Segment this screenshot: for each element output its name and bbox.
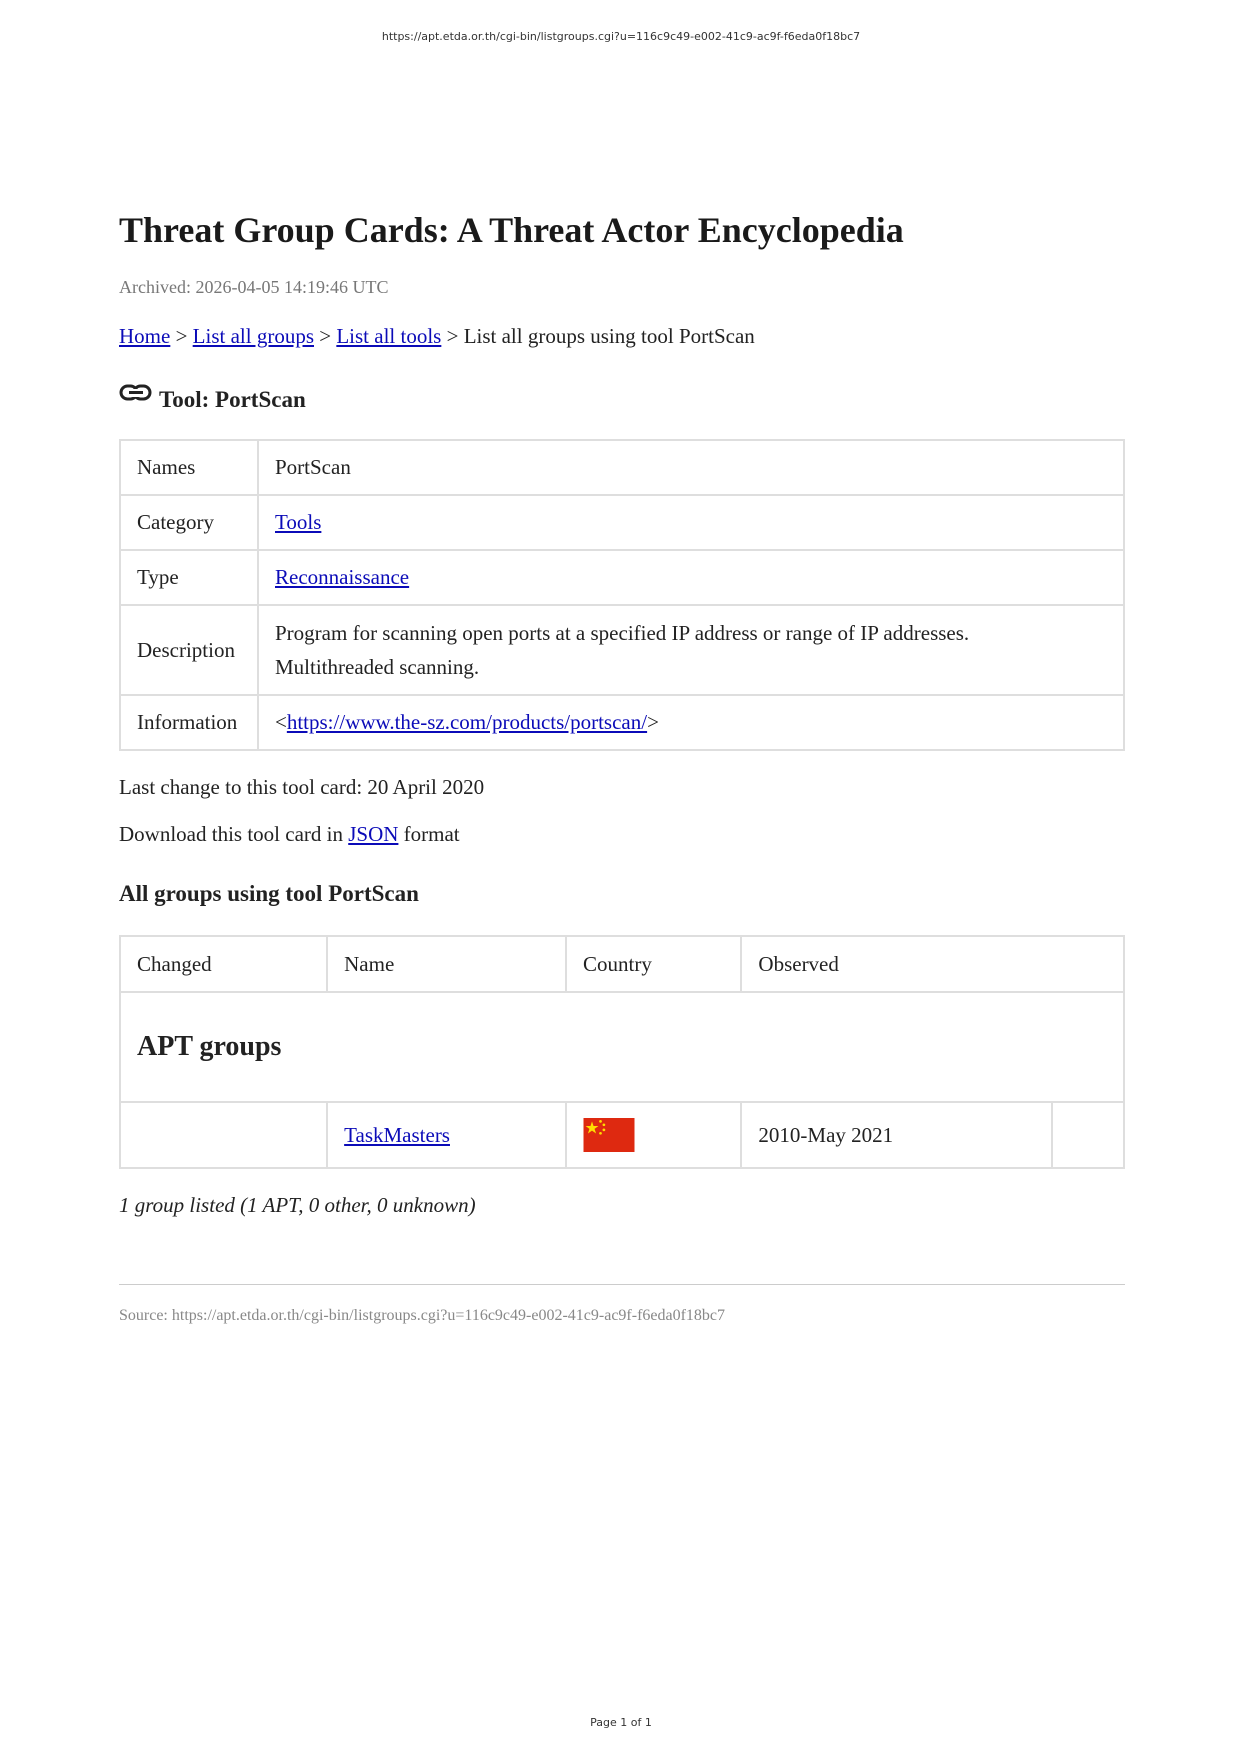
section-row: [120, 992, 1124, 1102]
type-label: Type: [120, 550, 258, 605]
link-icon: [119, 383, 153, 403]
header-observed: Observed: [741, 936, 1124, 992]
download-text: [119, 822, 1125, 847]
breadcrumb-separator: >: [319, 324, 332, 349]
table-row: [120, 440, 1124, 495]
table-row: [120, 605, 1124, 695]
type-cell: [258, 550, 1124, 605]
json-download-link[interactable]: JSON: [348, 822, 399, 847]
breadcrumb-separator: >: [446, 324, 459, 349]
breadcrumb-current: List all groups using tool PortScan: [463, 324, 755, 349]
type-link[interactable]: Reconnaissance: [275, 565, 410, 590]
section-cell: [120, 992, 1124, 1102]
download-prefix: Download this tool card in: [119, 822, 343, 847]
archived-timestamp: Archived: 2026-04-05 14:19:46 UTC: [119, 277, 389, 298]
description-value: [258, 605, 1124, 695]
information-cell: [258, 695, 1124, 750]
names-value: PortScan: [258, 440, 1124, 495]
download-suffix: format: [403, 822, 460, 847]
divider: [119, 1284, 1125, 1285]
name-cell: [327, 1102, 566, 1168]
breadcrumb: [119, 324, 1125, 349]
group-link-taskmasters[interactable]: TaskMasters: [344, 1122, 450, 1147]
breadcrumb-groups-link[interactable]: List all groups: [192, 324, 314, 349]
tool-info-table: [119, 439, 1125, 751]
section-title: APT groups: [137, 1031, 282, 1063]
description-line-2: Multithreaded scanning.: [275, 655, 480, 680]
page-content: [119, 210, 1125, 1325]
country-cell: [566, 1102, 741, 1168]
category-cell: [258, 495, 1124, 550]
group-summary: 1 group listed (1 APT, 0 other, 0 unknown): [119, 1193, 476, 1218]
description-line-1: Program for scanning open ports at a specified IP address or range of IP addresses.: [275, 621, 970, 646]
extra-cell: [1052, 1102, 1124, 1168]
table-row: [120, 495, 1124, 550]
information-link[interactable]: https://www.the-sz.com/products/portscan/: [286, 710, 648, 735]
information-open-bracket: <: [275, 710, 287, 735]
table-row: [120, 550, 1124, 605]
breadcrumb-separator: >: [175, 324, 188, 349]
information-close-bracket: >: [647, 710, 659, 735]
tool-title: Tool: PortScan: [159, 387, 306, 413]
changed-cell: [120, 1102, 327, 1168]
breadcrumb-home-link[interactable]: Home: [119, 324, 171, 349]
page-number: Page 1 of 1: [590, 1716, 652, 1729]
category-link[interactable]: Tools: [275, 510, 322, 535]
category-label: Category: [120, 495, 258, 550]
page-title: Threat Group Cards: A Threat Actor Encyclopedia: [119, 210, 904, 250]
table-header-row: [120, 936, 1124, 992]
table-row: [120, 1102, 1124, 1168]
table-row: [120, 695, 1124, 750]
header-changed: Changed: [120, 936, 327, 992]
breadcrumb-tools-link[interactable]: List all tools: [336, 324, 442, 349]
observed-cell: 2010-May 2021: [741, 1102, 1052, 1168]
names-label: Names: [120, 440, 258, 495]
tool-heading: [119, 383, 1125, 413]
groups-table: [119, 935, 1125, 1169]
china-flag-icon: [583, 1118, 635, 1152]
header-country: Country: [566, 936, 741, 992]
source-url: Source: https://apt.etda.or.th/cgi-bin/listgroups.cgi?u=116c9c49-e002-41c9-ac9f-f6eda0f18bc7: [119, 1307, 726, 1325]
last-change-text: Last change to this tool card: 20 April 2020: [119, 775, 485, 800]
groups-heading: All groups using tool PortScan: [119, 881, 419, 907]
information-label: Information: [120, 695, 258, 750]
header-name: Name: [327, 936, 566, 992]
print-header-url: https://apt.etda.or.th/cgi-bin/listgroups.cgi?u=116c9c49-e002-41c9-ac9f-f6eda0f18bc7: [381, 30, 861, 43]
description-label: Description: [120, 605, 258, 695]
